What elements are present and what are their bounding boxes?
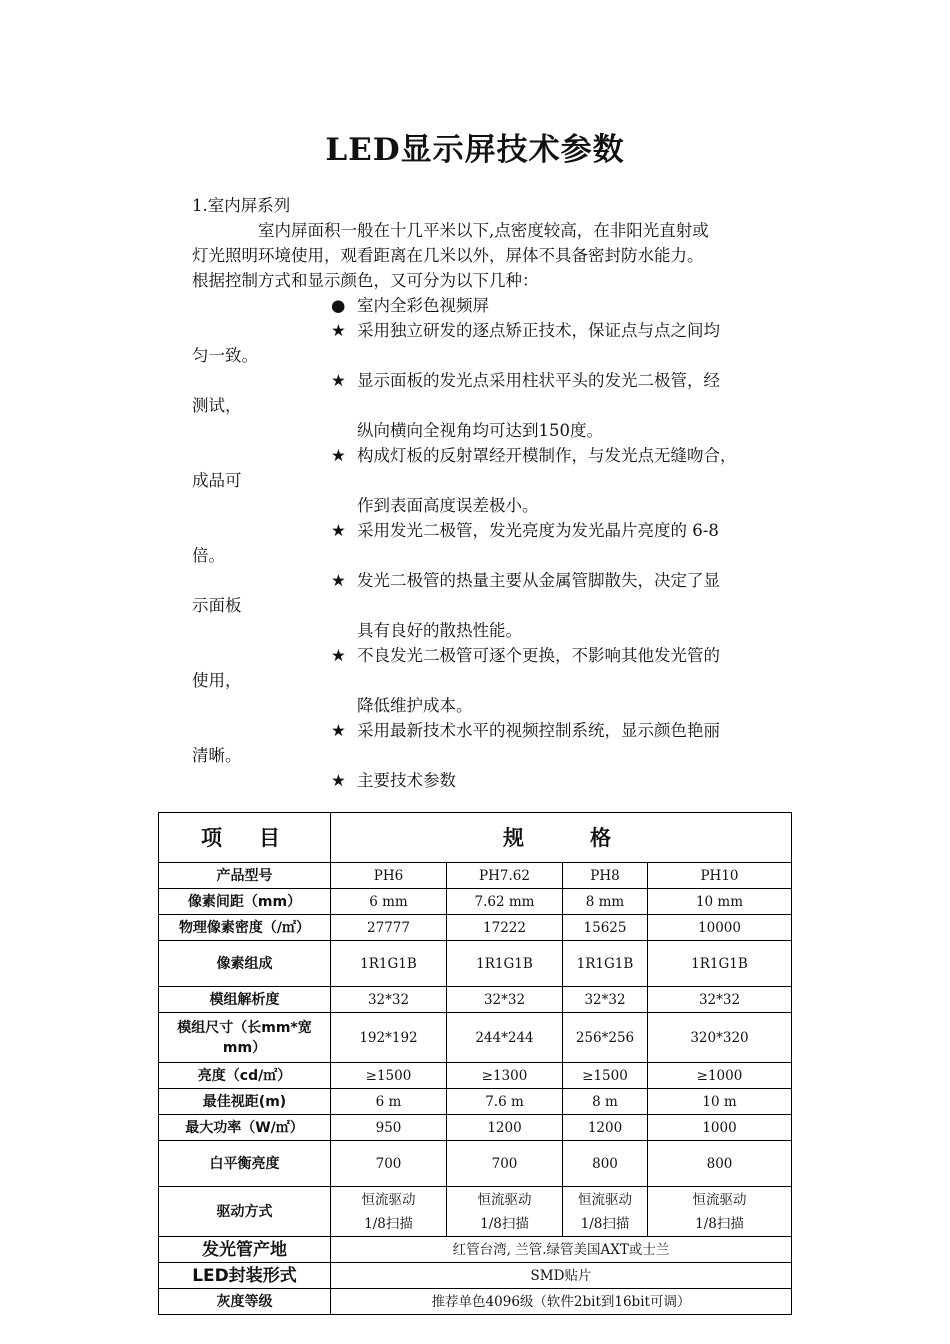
table-cell: 15625 xyxy=(563,915,648,941)
row-label: 像素组成 xyxy=(159,941,331,987)
star-bullet-icon: ★ xyxy=(331,446,346,465)
bullet-wrap: 测试， xyxy=(192,396,242,415)
row-label: 发光管产地 xyxy=(159,1237,331,1263)
table-cell: 8 mm xyxy=(563,889,648,915)
table-cell: 1000 xyxy=(648,1115,792,1141)
table-cell: 27777 xyxy=(331,915,447,941)
table-cell: 恒流驱动 1/8扫描 xyxy=(648,1187,792,1237)
table-cell: 32*32 xyxy=(331,987,447,1013)
table-cell: 32*32 xyxy=(563,987,648,1013)
table-cell: 10000 xyxy=(648,915,792,941)
row-label: 灰度等级 xyxy=(159,1289,331,1315)
row-label: 白平衡亮度 xyxy=(159,1141,331,1187)
table-cell: 17222 xyxy=(447,915,563,941)
table-cell: 800 xyxy=(648,1141,792,1187)
table-cell: 700 xyxy=(447,1141,563,1187)
bullet-continuation: 降低维护成本。 xyxy=(357,696,473,715)
row-label: 像素间距（mm） xyxy=(159,889,331,915)
table-cell: 192*192 xyxy=(331,1013,447,1063)
page-title: LED显示屏技术参数 xyxy=(325,132,625,168)
table-cell: PH7.62 xyxy=(447,863,563,889)
bullet-wrap: 匀一致。 xyxy=(192,346,258,365)
bullet-item: ★ 显示面板的发光点采用柱状平头的发光二极管，经 xyxy=(331,371,720,390)
row-label: 最大功率（W/㎡） xyxy=(159,1115,331,1141)
header-spec: 规 格 xyxy=(331,813,792,863)
table-cell: 700 xyxy=(331,1141,447,1187)
row-label: 亮度（cd/㎡） xyxy=(159,1063,331,1089)
table-cell: SMD贴片 xyxy=(331,1263,792,1289)
row-label: 模组尺寸（长mm*宽mm） xyxy=(159,1013,331,1063)
table-cell: 恒流驱动 1/8扫描 xyxy=(563,1187,648,1237)
table-cell: 红管台湾, 兰管.绿管美国AXT或士兰 xyxy=(331,1237,792,1263)
star-bullet-icon: ★ xyxy=(331,771,346,790)
table-row xyxy=(159,1141,792,1187)
bullet-item: ★ 采用发光二极管，发光亮度为发光晶片亮度的 6-8 xyxy=(331,521,719,540)
section-heading: 1.室内屏系列 xyxy=(192,196,291,215)
star-bullet-icon: ★ xyxy=(331,571,346,590)
bullet-continuation: 具有良好的散热性能。 xyxy=(357,621,522,640)
table-row xyxy=(159,1263,792,1289)
bullet-wrap: 清晰。 xyxy=(192,746,242,765)
bullet-continuation: 作到表面高度误差极小。 xyxy=(357,496,539,515)
bullet-item: ★ 不良发光二极管可逐个更换，不影响其他发光管的 xyxy=(331,646,720,665)
table-row xyxy=(159,915,792,941)
table-cell: 1200 xyxy=(447,1115,563,1141)
table-cell: 恒流驱动 1/8扫描 xyxy=(447,1187,563,1237)
table-cell: 950 xyxy=(331,1115,447,1141)
table-cell: 6 mm xyxy=(331,889,447,915)
table-row xyxy=(159,1013,792,1063)
table-cell: 800 xyxy=(563,1141,648,1187)
bullet-item: ● 室内全彩色视频屏 xyxy=(331,296,489,315)
table-row xyxy=(159,1237,792,1263)
table-cell: 1200 xyxy=(563,1115,648,1141)
bullet-item: ★ 发光二极管的热量主要从金属管脚散失，决定了显 xyxy=(331,571,720,590)
star-bullet-icon: ★ xyxy=(331,371,346,390)
bullet-wrap: 倍。 xyxy=(192,546,225,565)
table-cell: 10 mm xyxy=(648,889,792,915)
star-bullet-icon: ★ xyxy=(331,721,346,740)
bullet-item: ★ 构成灯板的反射罩经开模制作，与发光点无缝吻合， xyxy=(331,446,737,465)
intro-line: 根据控制方式和显示颜色，又可分为以下几种： xyxy=(192,271,539,290)
table-cell: 1R1G1B xyxy=(648,941,792,987)
row-label: 驱动方式 xyxy=(159,1187,331,1237)
table-row xyxy=(159,1187,792,1237)
table-cell: PH8 xyxy=(563,863,648,889)
bullet-wrap: 示面板 xyxy=(192,596,242,615)
table-cell: 恒流驱动 1/8扫描 xyxy=(331,1187,447,1237)
star-bullet-icon: ★ xyxy=(331,521,346,540)
table-cell: 32*32 xyxy=(648,987,792,1013)
bullet-item: ★ 采用独立研发的逐点矫正技术，保证点与点之间均 xyxy=(331,321,720,340)
bullet-item: ★ 采用最新技术水平的视频控制系统，显示颜色艳丽 xyxy=(331,721,720,740)
table-cell: 1R1G1B xyxy=(563,941,648,987)
table-cell: 7.62 mm xyxy=(447,889,563,915)
row-label: 物理像素密度（/㎡） xyxy=(159,915,331,941)
table-cell: 7.6 m xyxy=(447,1089,563,1115)
row-label: 最佳视距(m) xyxy=(159,1089,331,1115)
table-row xyxy=(159,987,792,1013)
bullet-wrap: 使用， xyxy=(192,671,242,690)
star-bullet-icon: ★ xyxy=(331,646,346,665)
table-cell: 8 m xyxy=(563,1089,648,1115)
table-cell: ≥1300 xyxy=(447,1063,563,1089)
intro-line: 室内屏面积一般在十几平米以下,点密度较高，在非阳光直射或 xyxy=(258,221,709,240)
table-row xyxy=(159,889,792,915)
intro-line: 灯光照明环境使用，观看距离在几米以外，屏体不具备密封防水能力。 xyxy=(192,246,704,265)
circle-bullet-icon: ● xyxy=(331,296,346,315)
table-cell: 6 m xyxy=(331,1089,447,1115)
row-label: 模组解析度 xyxy=(159,987,331,1013)
row-label: LED封装形式 xyxy=(159,1263,331,1289)
table-row xyxy=(159,1289,792,1315)
bullet-item: ★ 主要技术参数 xyxy=(331,771,456,790)
table-cell: 1R1G1B xyxy=(331,941,447,987)
table-cell: PH10 xyxy=(648,863,792,889)
header-item: 项 目 xyxy=(159,813,331,863)
table-cell: 244*244 xyxy=(447,1013,563,1063)
bullet-continuation: 纵向横向全视角均可达到150度。 xyxy=(357,421,603,440)
row-label: 产品型号 xyxy=(159,863,331,889)
table-row xyxy=(159,1089,792,1115)
table-cell: 256*256 xyxy=(563,1013,648,1063)
table-row xyxy=(159,1063,792,1089)
table-cell: ≥1000 xyxy=(648,1063,792,1089)
table-cell: 1R1G1B xyxy=(447,941,563,987)
table-cell: 推荐单色4096级（软件2bit到16bit可调） xyxy=(331,1289,792,1315)
bullet-wrap: 成品可 xyxy=(192,471,242,490)
table-row xyxy=(159,863,792,889)
table-cell: 320*320 xyxy=(648,1013,792,1063)
table-row xyxy=(159,941,792,987)
table-cell: ≥1500 xyxy=(563,1063,648,1089)
table-cell: 32*32 xyxy=(447,987,563,1013)
spec-table xyxy=(158,812,792,1315)
table-cell: ≥1500 xyxy=(331,1063,447,1089)
star-bullet-icon: ★ xyxy=(331,321,346,340)
table-row xyxy=(159,1115,792,1141)
table-cell: PH6 xyxy=(331,863,447,889)
table-cell: 10 m xyxy=(648,1089,792,1115)
